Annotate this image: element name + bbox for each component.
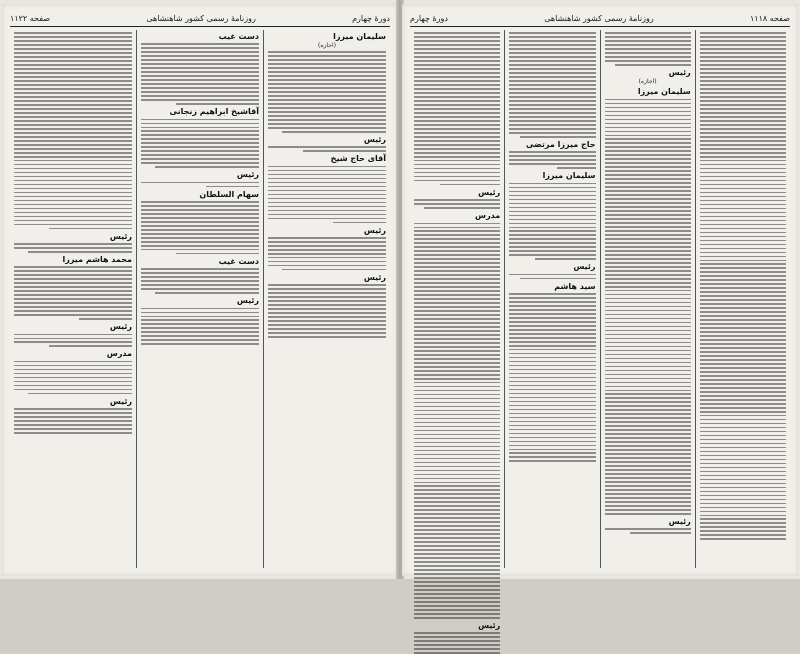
speaker-heading: سهام السلطان [199, 189, 259, 199]
paragraph [14, 243, 132, 253]
page-number: صفحه ۱۱۱۸ [749, 13, 790, 23]
speaker-heading: رئیس [478, 620, 501, 630]
paragraph [14, 361, 132, 394]
issue-label: دورهٔ چهارم [352, 13, 390, 23]
speaker-heading: رئیس [109, 322, 132, 332]
paragraph [14, 334, 132, 348]
speaker-heading: آقاشیخ ابراهیم زنجانی [169, 107, 259, 117]
speaker-heading: آقای حاج شیخ [330, 154, 386, 164]
paragraph [14, 266, 132, 319]
right-page-columns [410, 30, 790, 630]
paragraph [509, 293, 595, 462]
speaker-heading: رئیس [573, 262, 596, 272]
paragraph [414, 632, 500, 654]
paragraph [141, 308, 259, 345]
text-column [410, 30, 504, 630]
speaker-heading: رئیس [109, 231, 132, 241]
paragraph [700, 32, 786, 540]
paragraph [605, 99, 691, 515]
issue-label: دورهٔ چهارم [410, 13, 448, 23]
paragraph [509, 151, 595, 169]
left-page [2, 4, 398, 576]
paragraph [605, 528, 691, 534]
speaker-note: (اجازه) [638, 78, 657, 86]
paragraph [141, 43, 259, 104]
speaker-heading: سلیمان میرزا [333, 32, 386, 41]
paragraph [509, 32, 595, 137]
speaker-heading: رئیس [363, 272, 386, 282]
paragraph [268, 237, 386, 270]
paragraph [14, 32, 132, 229]
paragraph [141, 182, 259, 188]
page-number: صفحه ۱۱۲۲ [10, 13, 51, 23]
left-page-header [10, 10, 390, 27]
speaker-heading: رئیس [668, 68, 691, 78]
text-column [136, 30, 263, 568]
paragraph [268, 146, 386, 152]
newspaper-title: روزنامهٔ رسمی کشور شاهنشاهی [146, 13, 256, 23]
text-column [10, 30, 136, 568]
text-column [695, 30, 790, 568]
speaker-heading: مدرس [475, 211, 501, 221]
speaker-heading: مدرس [106, 349, 132, 359]
right-page-header [410, 10, 790, 27]
paragraph [14, 408, 132, 434]
paragraph [509, 274, 595, 280]
paragraph [414, 32, 500, 185]
text-column [504, 30, 599, 568]
speaker-heading: سلیمان میرزا [637, 87, 691, 97]
left-page-columns [10, 30, 390, 568]
speaker-heading: رئیس [236, 170, 259, 180]
paragraph [414, 223, 500, 619]
speaker-heading: رئیس [109, 396, 132, 406]
paragraph [141, 201, 259, 254]
paragraph [509, 183, 595, 260]
newspaper-title: روزنامهٔ رسمی کشور شاهنشاهی [544, 13, 654, 23]
speaker-heading: رئیس [363, 135, 386, 145]
speaker-heading: سید هاشم [554, 281, 596, 291]
paragraph [268, 51, 386, 132]
text-column [600, 30, 695, 568]
right-page [402, 4, 798, 630]
speaker-heading: دست غیب [218, 256, 259, 266]
speaker-heading: رئیس [478, 187, 501, 197]
speaker-heading: حاج میرزا مرتضی [525, 139, 596, 149]
speaker-heading: محمد هاشم میرزا [62, 254, 132, 264]
paragraph [414, 199, 500, 209]
paragraph [268, 166, 386, 223]
paragraph [141, 268, 259, 294]
text-column [263, 30, 390, 568]
speaker-heading: دست غیب [218, 32, 259, 41]
paragraph [268, 284, 386, 337]
paragraph [605, 32, 691, 65]
speaker-heading: رئیس [236, 296, 259, 306]
speaker-heading: رئیس [363, 225, 386, 235]
speaker-heading: سلیمان میرزا [542, 171, 596, 181]
speaker-heading: رئیس [668, 517, 691, 526]
speaker-note: (اجازه) [318, 42, 336, 49]
paragraph [141, 119, 259, 168]
